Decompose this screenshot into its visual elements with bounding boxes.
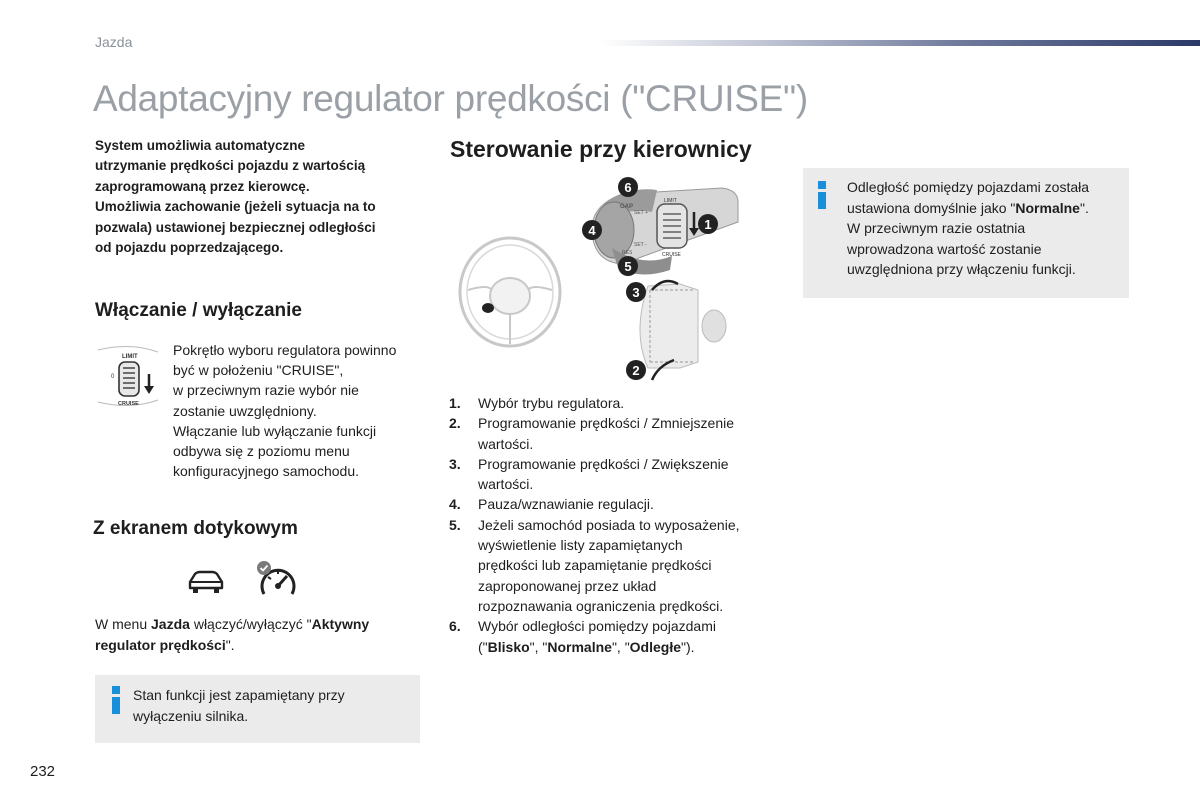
svg-text:2: 2 (632, 363, 640, 378)
step-text: zaproponowanej przez układ (478, 577, 657, 594)
steering-heading: Sterowanie przy kierownicy (450, 136, 752, 162)
step-text: ", " (529, 638, 548, 655)
svg-text:3: 3 (632, 285, 640, 300)
step-text: ", " (611, 638, 630, 655)
cruise-stalk-icon (592, 188, 738, 380)
steering-wheel-icon (460, 238, 560, 346)
svg-text:1: 1 (704, 217, 712, 232)
onoff-line: konfiguracyjnego samochodu. (173, 463, 360, 480)
distance-option: Odległe (629, 638, 682, 655)
distance-option: Blisko (487, 638, 530, 655)
step-text: wartości. (478, 476, 534, 493)
info-line: ustawiona domyślnie jako "Normalne". (847, 199, 1089, 216)
step-text: "). (681, 638, 695, 655)
info-line: uwzględniona przy włączeniu funkcji. (847, 261, 1076, 277)
menu-mid: włączyć/wyłączyć " (189, 616, 312, 632)
stalk-label-cruise: CRUISE (662, 252, 681, 258)
stalk-label-limit: LIMIT (664, 198, 677, 204)
callout-2 (626, 360, 646, 380)
step-item (449, 616, 779, 657)
info-box-memory (95, 675, 420, 743)
callout-6 (618, 177, 638, 197)
menu-suffix: ". (225, 637, 235, 653)
callout-3 (626, 282, 646, 302)
page-title: Adaptacyjny regulator prędkości ("CRUISE") (93, 78, 808, 119)
onoff-line: Włączanie lub wyłączanie funkcji (173, 422, 377, 439)
step-text: wyświetlenie listy zapamiętanych (478, 537, 683, 554)
callout-1 (698, 214, 718, 234)
header-gradient-bar (600, 40, 1200, 46)
step-text: Programowanie prędkości / Zmniejszenie (478, 415, 734, 432)
step-text: (" (478, 638, 488, 655)
step-number: 6. (449, 618, 461, 635)
menu-option: regulator prędkości (95, 637, 226, 653)
info-line: Odległość pomiędzy pojazdami została (847, 179, 1090, 195)
info-icon (112, 686, 120, 714)
onoff-line: w przeciwnym razie wybór nie (173, 382, 359, 399)
touchscreen-heading: Z ekranem dotykowym (93, 518, 298, 539)
control-steps-list (449, 393, 779, 657)
intro-line: pozwala) ustawionej bezpiecznej odległości (95, 219, 376, 235)
step-item (449, 494, 779, 514)
onoff-line: Pokrętło wyboru regulatora powinno (173, 342, 397, 358)
knob-label-zero: 0 (111, 374, 115, 380)
menu-name: Jazda (151, 616, 190, 632)
step-text: Jeżeli samochód posiada to wyposażenie, (478, 516, 740, 533)
info-icon (818, 181, 826, 209)
onoff-line: odbywa się z poziomu menu (173, 443, 350, 460)
svg-text:6: 6 (624, 180, 632, 195)
svg-text:5: 5 (624, 259, 632, 274)
info-box-text (847, 177, 1127, 280)
knob-label-limit: LIMIT (122, 354, 138, 360)
onoff-line: być w położeniu "CRUISE", (173, 362, 344, 379)
info-box-distance (803, 168, 1129, 298)
intro-line: Umożliwia zachowanie (jeżeli sytuacja na to (95, 199, 376, 215)
callout-5 (618, 256, 638, 276)
step-item (449, 454, 779, 495)
step-number: 4. (449, 496, 461, 513)
intro-line: od pojazdu poprzedzającego. (95, 240, 284, 256)
callout-4 (582, 220, 602, 240)
step-text: wartości. (478, 435, 534, 452)
intro-line: zaprogramowaną przez kierowcę. (95, 178, 310, 194)
menu-prefix: W menu (95, 616, 152, 632)
distance-option: Normalne (547, 638, 612, 655)
stalk-label-set-plus: SET + (634, 210, 648, 216)
step-text: Wybór trybu regulatora. (478, 395, 625, 411)
speed-gauge-icon (256, 560, 298, 600)
info-box-text (133, 685, 413, 726)
step-number: 3. (449, 455, 461, 472)
onoff-description (173, 340, 425, 481)
info-line: wprowadzona wartość zostanie (847, 240, 1042, 257)
menu-option: Aktywny (311, 616, 370, 632)
info-line: Stan funkcji jest zapamiętany przy (133, 687, 345, 703)
step-text: Wybór odległości pomiędzy pojazdami (478, 618, 716, 635)
step-text: Programowanie prędkości / Zwiększenie (478, 455, 729, 472)
step-item (449, 413, 779, 454)
step-number: 5. (449, 516, 461, 533)
intro-line: System umożliwia automatyczne (95, 138, 306, 153)
step-text: Pauza/wznawianie regulacji. (478, 496, 654, 513)
car-icon (186, 566, 226, 598)
selector-knob-icon (92, 338, 168, 414)
step-text: prędkości lub zapamiętanie prędkości (478, 557, 712, 574)
step-item (449, 515, 779, 616)
step-number: 2. (449, 415, 461, 432)
svg-text:4: 4 (588, 223, 596, 238)
steering-diagram (452, 172, 792, 392)
step-item (449, 393, 779, 413)
info-line: wyłączeniu silnika. (133, 707, 249, 724)
intro-line: utrzymanie prędkości pojazdu z wartością (95, 158, 366, 174)
onoff-heading: Włączanie / wyłączanie (95, 300, 302, 321)
knob-label-cruise: CRUISE (118, 401, 139, 407)
step-number: 1. (449, 395, 461, 411)
stalk-label-res: RES (622, 250, 633, 256)
stalk-label-gap: GAP (620, 204, 634, 210)
section-name: Jazda (95, 34, 133, 50)
page-number: 232 (30, 763, 56, 780)
onoff-line: zostanie uwzględniony. (173, 402, 317, 419)
intro-paragraph (95, 136, 425, 258)
info-line: W przeciwnym razie ostatnia (847, 220, 1026, 236)
touchscreen-instruction (95, 614, 425, 656)
stalk-label-set-minus: SET - (634, 242, 647, 248)
step-text: rozpoznawania ograniczenia prędkości. (478, 597, 724, 614)
